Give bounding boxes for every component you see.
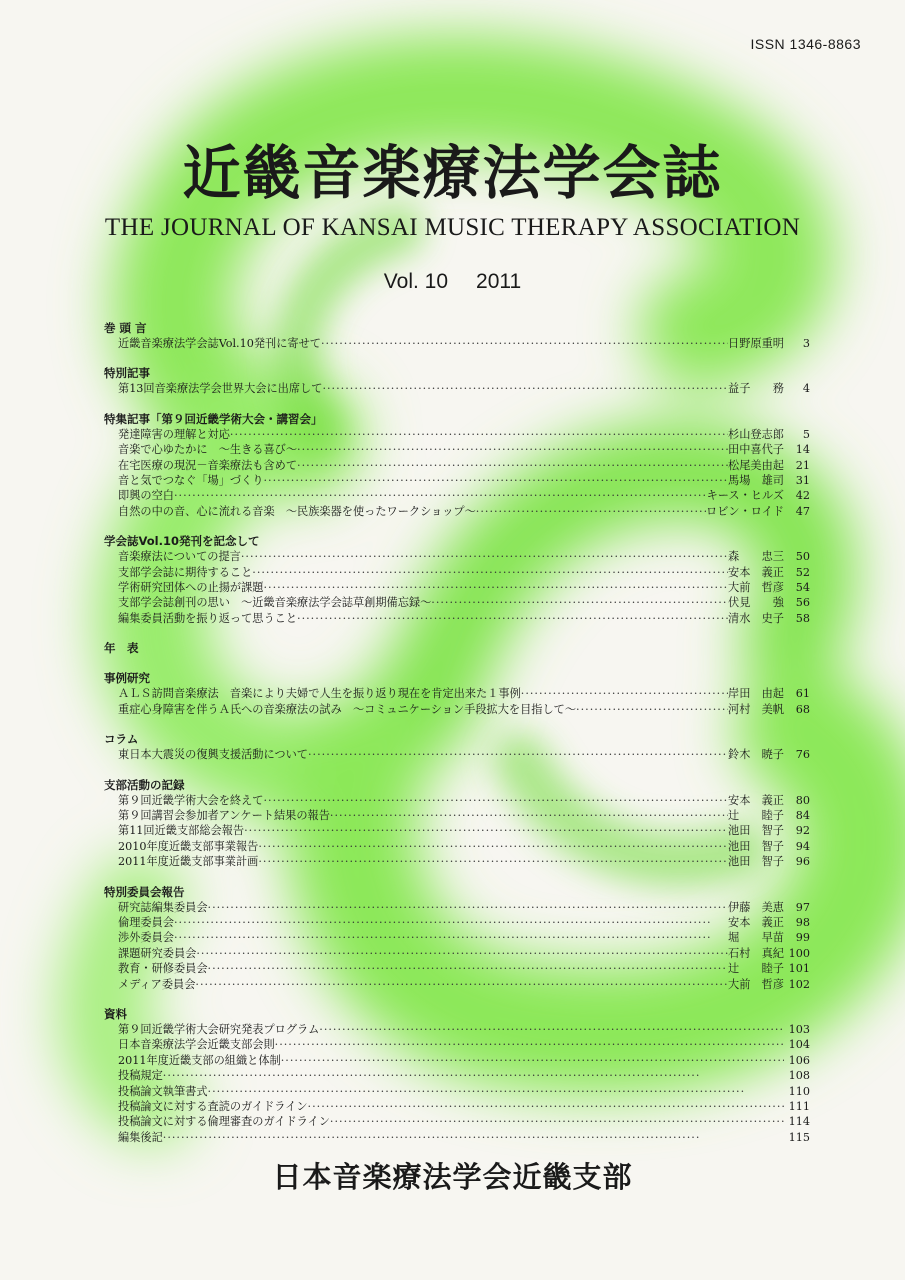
toc-entry [104,702,810,717]
leader-dots [174,930,728,945]
leader-dots [330,1114,784,1129]
entry-title: 重症心身障害を伴うＡ氏への音楽療法の試み ～コミュニケーション手段拡大を目指して～ [118,702,577,716]
entry-title: 第11回近畿支部総会報告 [118,824,245,838]
entry-title: 教育・研修委員会 [118,962,208,976]
entry-author: 馬場 雄司 [728,474,784,488]
toc-entry [104,915,810,930]
toc-entry [104,336,810,351]
entry-title: メディア委員会 [118,977,196,991]
entry-title: 課題研究委員会 [118,946,197,960]
toc-section [104,640,810,656]
entry-title: 編集後記 [118,1130,163,1144]
section-heading: 資料 [104,1006,127,1021]
toc-entry [104,793,810,808]
section-heading: 特別委員会報告 [104,884,185,899]
toc-entry [104,930,810,945]
entry-title: 研究誌編集委員会 [118,900,208,914]
entry-page: 102 [788,977,810,991]
entry-title: 自然の中の音、心に流れる音楽 ～民族楽器を使ったワークショップ～ [118,504,476,518]
entry-page: 84 [795,808,810,822]
entry-page: 21 [795,458,810,472]
leader-dots [252,565,728,580]
entry-title: 東日本大震災の復興支援活動について [118,748,308,762]
entry-title: 近畿音楽療法学会誌Vol.10発刊に寄せて [118,337,321,350]
toc-entry [104,1114,810,1129]
toc-entry [104,854,810,869]
entry-page: 115 [788,1130,810,1144]
entry-author: 安本 義正 [728,915,784,929]
entry-title: 編集委員活動を振り返って思うこと [118,611,298,625]
leader-dots [521,686,728,701]
toc-entry [104,549,810,564]
leader-dots [258,854,728,869]
entry-page: 31 [795,474,810,488]
volume-line [0,270,905,294]
section-heading: コラム [104,732,139,747]
leader-dots [196,946,728,961]
entry-author: ロビン・ロイド [706,504,784,518]
toc-section [104,670,810,717]
toc-entry [104,946,810,961]
entry-author: 石村 真紀 [728,946,784,960]
toc-section [104,365,810,396]
toc-entry [104,808,810,823]
toc-section [104,533,810,626]
leader-dots [174,915,728,930]
entry-page: 98 [795,915,810,929]
leader-dots [431,595,728,610]
entry-page: 47 [795,504,810,518]
leader-dots [258,839,728,854]
leader-dots [174,488,707,503]
toc-entry [104,565,810,580]
entry-page: 5 [802,427,810,441]
toc-entry [104,686,810,701]
leader-dots [208,1084,784,1099]
leader-dots [297,458,728,473]
entry-author: 岸田 由起 [728,687,784,701]
section-heading: 事例研究 [104,671,150,686]
leader-dots [281,1053,784,1068]
entry-title: 第13回音楽療法学会世界大会に出席して [118,382,323,396]
leader-dots [297,611,728,626]
leader-dots [297,442,728,457]
leader-dots [263,793,728,808]
entry-page: 103 [788,1022,810,1036]
toc-entry [104,381,810,396]
toc-entry [104,1099,810,1114]
publisher: 日本音楽療法学会近畿支部 [272,1160,633,1194]
toc-entry [104,839,810,854]
entry-author: 辻 睦子 [728,808,784,822]
leader-dots [208,961,729,976]
entry-author: 松尾美由起 [728,458,784,472]
entry-title: 音楽療法についての提言 [118,550,241,564]
entry-page: 68 [795,702,810,716]
toc-section [104,884,810,992]
table-of-contents [104,320,810,1159]
toc-entry [104,977,810,992]
leader-dots [321,336,728,351]
entry-author: 河村 美帆 [728,702,784,716]
entry-page: 94 [795,839,810,853]
entry-title: 投稿論文執筆書式 [118,1084,208,1098]
leader-dots [476,504,706,519]
entry-author: 堀 早苗 [728,931,784,945]
leader-dots [275,1037,784,1052]
leader-dots [576,702,728,717]
entry-page: 96 [795,855,810,869]
entry-author: 杉山登志郎 [728,427,784,441]
toc-section [104,411,810,519]
toc-entry [104,442,810,457]
entry-author: 清水 史子 [728,611,784,625]
entry-author: 池田 智子 [728,824,784,838]
toc-entry [104,1053,810,1068]
entry-page: 106 [788,1053,810,1067]
entry-title: 支部学会誌創刊の思い ～近畿音楽療法学会誌草創期備忘録～ [118,596,432,610]
section-heading: 支部活動の記録 [104,777,185,792]
leader-dots [163,1130,784,1145]
section-heading: 特集記事「第９回近畿学術大会・講習会」 [104,411,323,426]
entry-author: 鈴木 暁子 [728,748,784,762]
entry-title: 即興の空白 [118,489,174,503]
toc-entry [104,1084,810,1099]
section-heading: 年 表 [104,641,139,656]
entry-author: 日野原重明 [728,337,784,350]
entry-title: 投稿規定 [118,1069,163,1083]
entry-page: 111 [788,1100,810,1113]
entry-author: 池田 智子 [728,839,784,853]
entry-author: 伊藤 美恵 [728,900,784,914]
leader-dots [308,747,728,762]
toc-entry [104,488,810,503]
entry-title: 日本音楽療法学会近畿支部会則 [118,1038,275,1052]
entry-page: 76 [795,748,810,762]
section-heading: 学会誌Vol.10発刊を記念して [104,534,260,549]
toc-entry [104,580,810,595]
entry-title: 学術研究団体への止揚が課題 [118,581,264,595]
leader-dots [230,427,728,442]
toc-entry [104,1068,810,1083]
leader-dots [330,808,728,823]
entry-title: 投稿論文に対する倫理審査のガイドライン [118,1115,330,1129]
toc-entry [104,1130,810,1145]
toc-entry [104,961,810,976]
toc-entry [104,427,810,442]
entry-author: 辻 睦子 [728,962,784,976]
entry-page: 3 [802,337,810,350]
journal-title-english: THE JOURNAL OF KANSAI MUSIC THERAPY ASSOCIATION [104,214,801,241]
toc-entry [104,747,810,762]
entry-title: ＡＬＳ訪問音楽療法 音楽により夫婦で人生を振り返り現在を肯定出来た１事例 [118,687,521,701]
entry-page: 97 [795,900,810,914]
entry-page: 108 [788,1069,810,1083]
entry-author: 安本 義正 [728,565,784,579]
toc-entry [104,1022,810,1037]
toc-entry [104,504,810,519]
entry-page: 114 [788,1115,810,1129]
entry-title: 第９回近畿学術大会研究発表プログラム [118,1022,320,1036]
entry-author: 池田 智子 [728,855,784,869]
entry-page: 104 [788,1038,810,1052]
entry-title: 倫理委員会 [118,915,174,929]
entry-page: 50 [795,550,810,564]
toc-section [104,1006,810,1145]
entry-page: 99 [795,931,810,945]
leader-dots [308,1099,784,1114]
toc-entry [104,595,810,610]
entry-page: 80 [795,793,810,807]
entry-author: 田中喜代子 [728,443,784,457]
leader-dots [163,1068,784,1083]
leader-dots [195,977,728,992]
entry-page: 54 [795,581,810,595]
toc-entry [104,823,810,838]
entry-title: 音楽で心ゆたかに ～生きる喜び～ [118,443,298,457]
entry-author: キース・ヒルズ [706,489,784,503]
issn: ISSN 1346-8863 [750,36,861,52]
leader-dots [244,823,728,838]
entry-page: 101 [788,962,810,976]
entry-title: 支部学会誌に期待すること [118,565,253,579]
entry-author: 大前 哲彦 [728,977,784,991]
leader-dots [241,549,728,564]
entry-title: 投稿論文に対する査読のガイドライン [118,1100,308,1113]
entry-title: 2011年度近畿支部事業計画 [118,855,259,869]
toc-entry [104,458,810,473]
entry-page: 4 [802,382,810,396]
toc-entry [104,900,810,915]
entry-title: 第９回近畿学術大会を終えて [118,793,264,807]
entry-title: 渉外委員会 [118,931,174,945]
entry-page: 14 [795,443,810,457]
entry-page: 52 [795,565,810,579]
entry-title: 在宅医療の現況－音楽療法も含めて [118,458,298,472]
entry-page: 92 [795,824,810,838]
toc-section [104,731,810,762]
toc-entry [104,611,810,626]
leader-dots [322,381,728,396]
leader-dots [263,580,728,595]
toc-section [104,777,810,870]
entry-author: 大前 哲彦 [728,581,784,595]
volume-year: 2011 [476,270,522,293]
entry-title: 発達障害の理解と対応 [118,427,230,441]
leader-dots [319,1022,784,1037]
entry-title: 2010年度近畿支部事業報告 [118,839,259,853]
journal-title-japanese: 近畿音楽療法学会誌 [182,139,723,207]
entry-page: 56 [795,596,810,610]
volume-number: Vol. 10 [383,270,449,293]
entry-page: 61 [795,687,810,701]
toc-section [104,320,810,351]
section-heading: 特別記事 [104,366,150,381]
entry-title: 2011年度近畿支部の組織と体制 [118,1053,281,1067]
entry-page: 100 [788,946,810,960]
toc-entry [104,473,810,488]
entry-page: 58 [795,611,810,625]
entry-author: 安本 義正 [728,793,784,807]
entry-author: 益子 務 [728,382,784,396]
entry-page: 110 [788,1084,810,1098]
leader-dots [208,900,729,915]
entry-page: 42 [795,489,810,503]
entry-author: 伏見 強 [728,596,784,610]
leader-dots [263,473,728,488]
entry-title: 第９回講習会参加者アンケート結果の報告 [118,808,330,822]
toc-entry [104,1037,810,1052]
entry-author: 森 忠三 [728,550,784,564]
entry-title: 音と気でつなぐ「場」づくり [118,474,264,488]
section-heading: 巻 頭 言 [104,321,147,335]
